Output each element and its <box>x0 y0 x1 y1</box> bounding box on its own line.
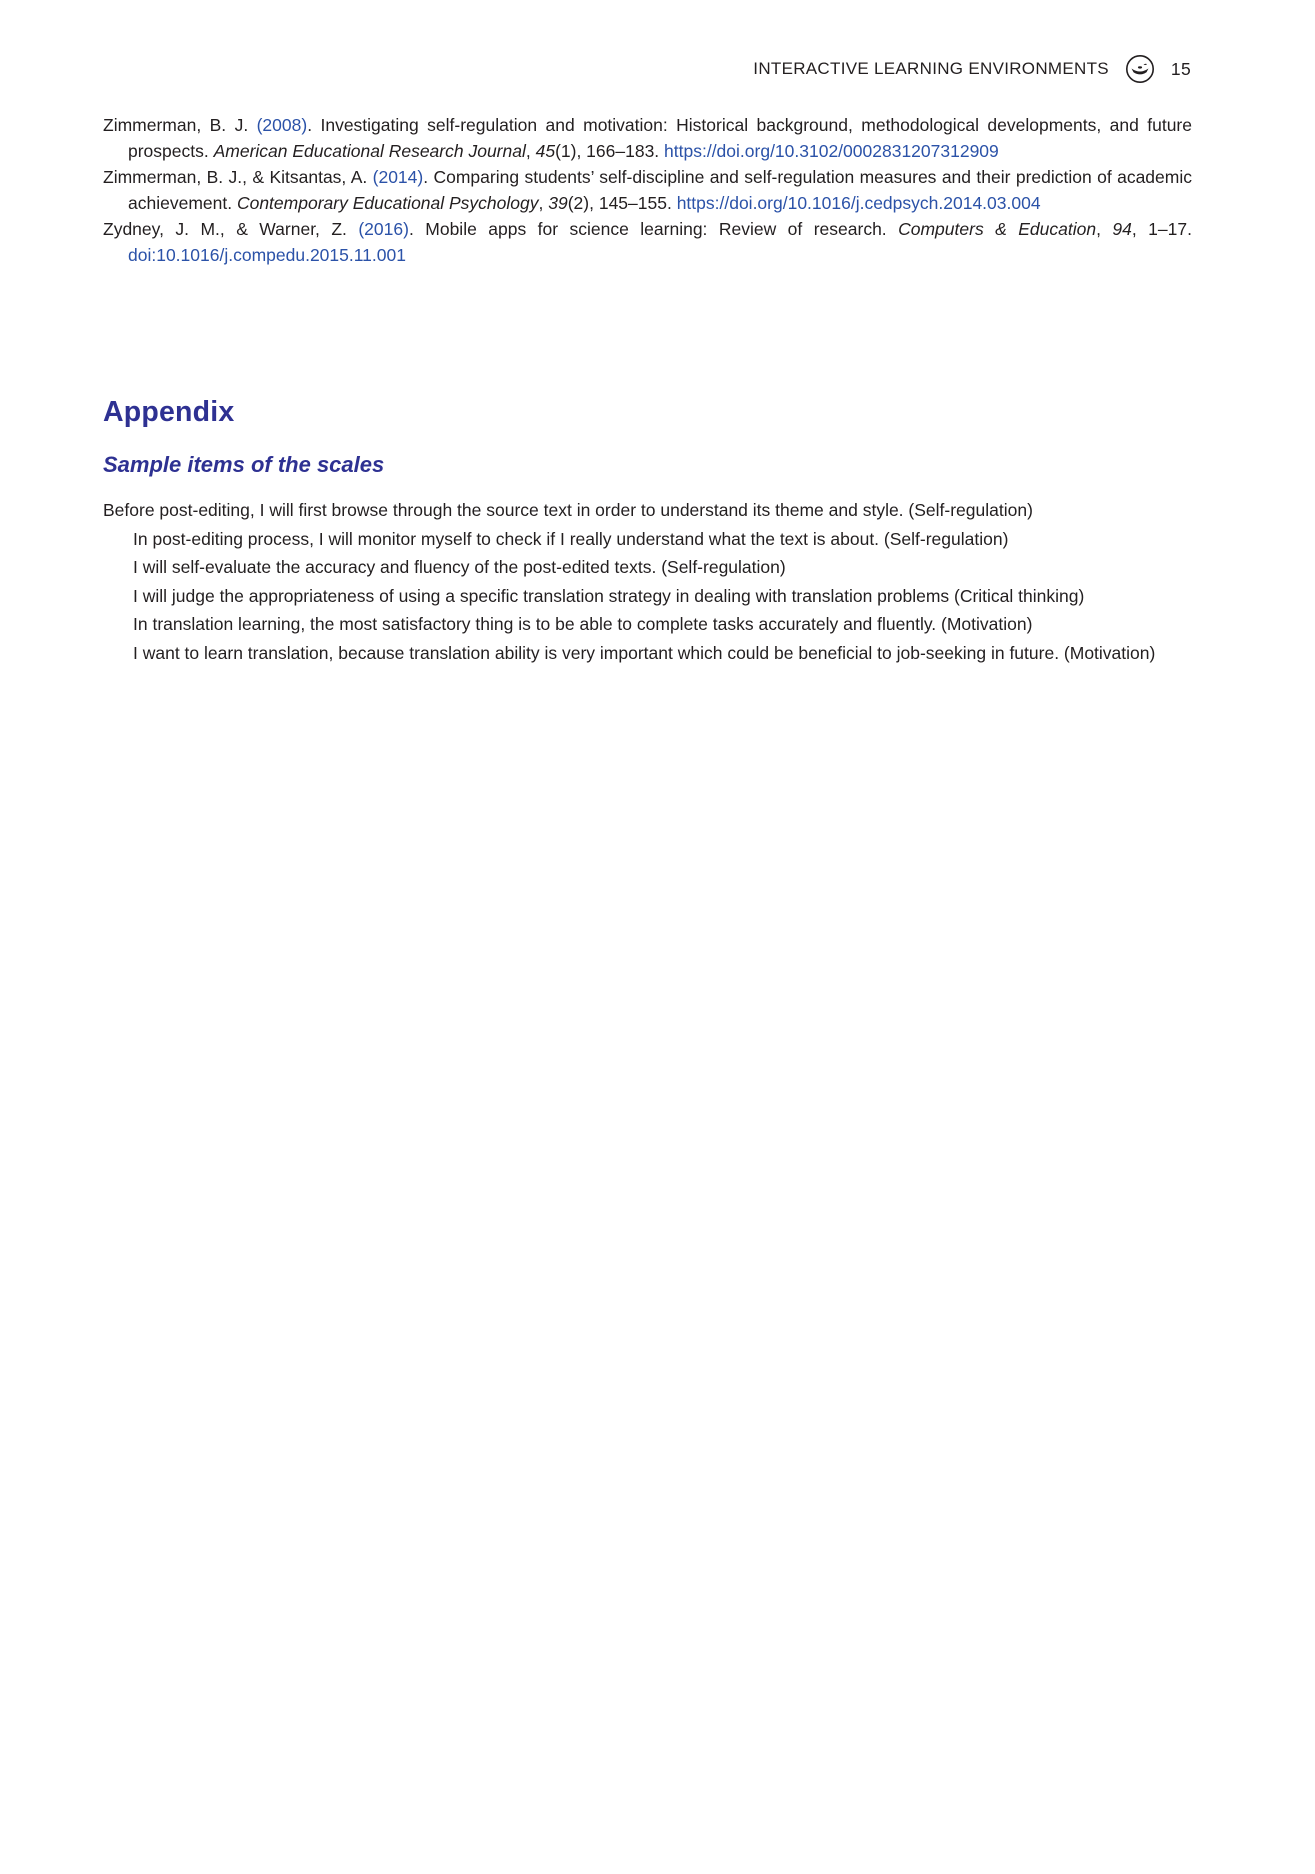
appendix-heading: Appendix <box>103 396 235 428</box>
reference-text: . Comparing students’ self-discipline and self-regulation measures and their prediction of academic achievement. <box>128 167 1192 213</box>
doi-link[interactable]: https://doi.org/10.1016/j.cedpsych.2014.03.004 <box>676 193 1041 213</box>
reference-text: Zimmerman, B. J. <box>103 115 257 135</box>
journal-name: Computers & Education <box>898 219 1097 239</box>
reference-text: , <box>525 141 536 161</box>
year-link[interactable]: (2008) <box>256 115 308 135</box>
reference-text: , <box>1096 219 1113 239</box>
scale-item: Before post-editing, I will first browse through the source text in order to understand its theme and style. (Self-regulation) <box>103 500 1033 520</box>
reference-text: Zydney, J. M., & Warner, Z. <box>103 219 359 239</box>
journal-title: INTERACTIVE LEARNING ENVIRONMENTS <box>753 59 1109 78</box>
scale-item: In translation learning, the most satisfactory thing is to be able to complete tasks accurately and fluently. (Motivation) <box>133 614 1033 634</box>
reference-text: (1), 166–183. <box>555 141 665 161</box>
running-header <box>753 54 1191 84</box>
journal-name: 39 <box>548 193 568 213</box>
taylor-francis-logo-icon <box>1125 54 1155 84</box>
reference-text: . Investigating self-regulation and motivation: Historical background, methodological developments, and future prospects. <box>128 115 1192 161</box>
year-link[interactable]: (2014) <box>372 167 424 187</box>
scale-item: I will judge the appropriateness of using a specific translation strategy in dealing with translation problems (Critical thinking) <box>133 585 1085 606</box>
journal-name: American Educational Research Journal <box>213 141 526 161</box>
reference-text: (2), 145–155. <box>567 193 677 213</box>
scale-item: In post-editing process, I will monitor myself to check if I really understand what the text is about. (Self-regulation) <box>133 528 1009 549</box>
reference-entry <box>103 216 1192 268</box>
journal-name: 94 <box>1112 219 1132 239</box>
reference-entry <box>103 112 1192 164</box>
doi-link[interactable]: doi:10.1016/j.compedu.2015.11.001 <box>128 245 406 265</box>
journal-name: Contemporary Educational Psychology <box>236 193 539 213</box>
reference-text: , <box>538 193 549 213</box>
reference-text: . Mobile apps for science learning: Review of research. <box>408 219 899 239</box>
references-list <box>103 112 1192 268</box>
appendix-subtitle: Sample items of the scales <box>103 452 385 477</box>
journal-name: 45 <box>535 141 556 161</box>
reference-text: Zimmerman, B. J., & Kitsantas, A. <box>103 167 373 187</box>
year-link[interactable]: (2016) <box>358 219 409 239</box>
page-number: 15 <box>1170 58 1191 79</box>
appendix-items <box>103 496 1192 667</box>
doi-link[interactable]: https://doi.org/10.3102/0002831207312909 <box>664 141 999 161</box>
reference-entry <box>103 164 1192 216</box>
reference-text: , 1–17. <box>1131 219 1192 239</box>
scale-item: I will self-evaluate the accuracy and fluency of the post-edited texts. (Self-regulation) <box>133 557 786 577</box>
scale-item: I want to learn translation, because translation ability is very important which could be beneficial to job-seeking in future. (Motivation) <box>133 642 1156 663</box>
